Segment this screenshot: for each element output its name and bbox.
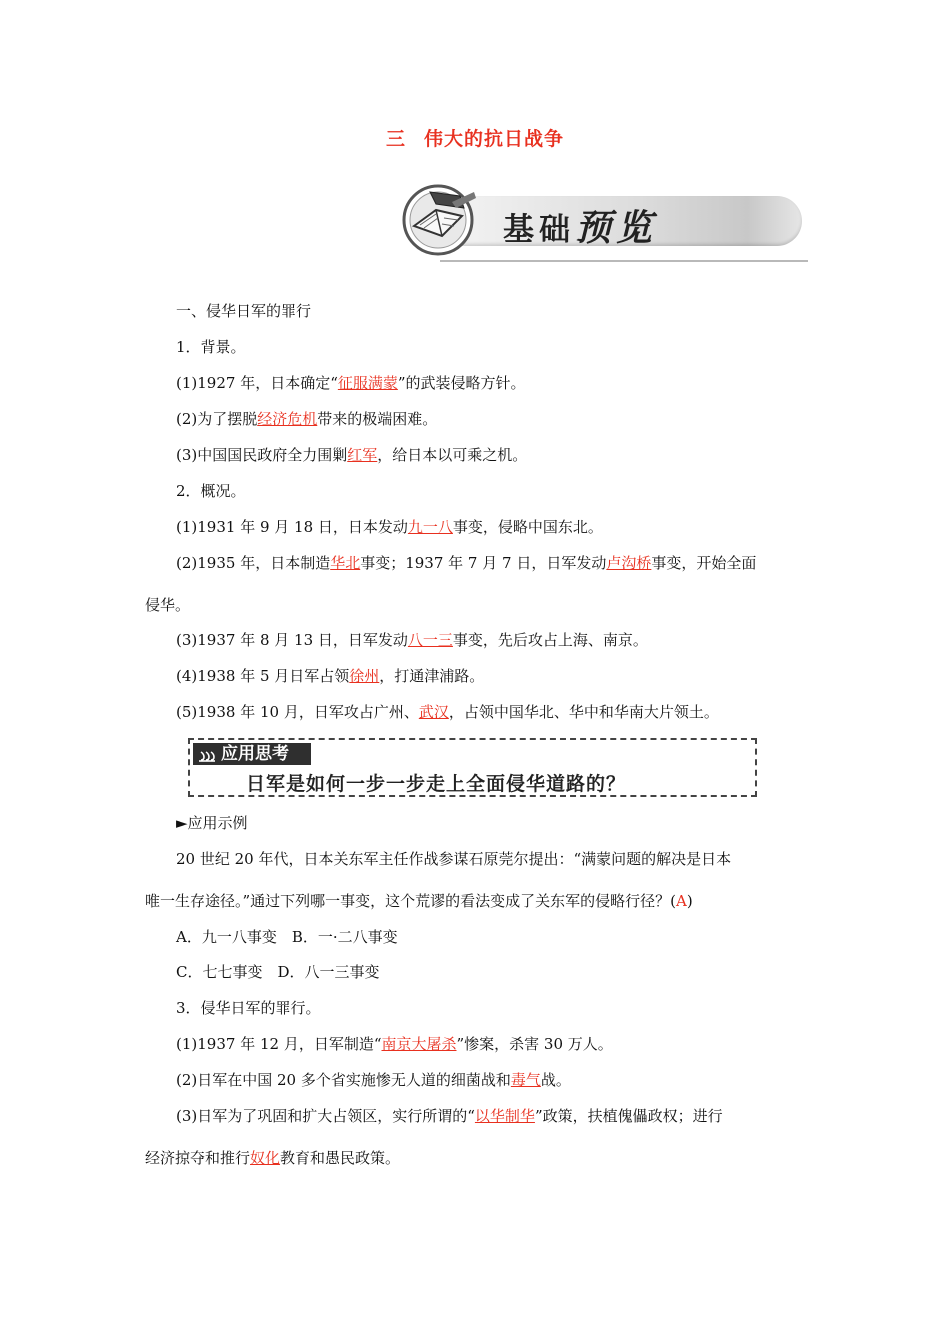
paragraph: (2)日军在中国 20 多个省实施惨无人道的细菌战和毒气战。	[176, 1071, 571, 1089]
paragraph: (3)1937 年 8 月 13 日，日军发动八一三事变，先后攻占上海、南京。	[176, 631, 648, 649]
application-thinking-question: 日军是如何一步一步走上全面侵华道路的？	[246, 773, 627, 795]
example-question-cont: 唯一生存途径。”通过下列哪一事变，这个荒谬的看法变成了关东军的侵略行径？(A)	[145, 892, 693, 910]
title-number: 三	[385, 128, 406, 150]
application-thinking-tag	[193, 743, 311, 765]
subheading-background: 1．背景。	[176, 338, 246, 356]
section-heading: 一、侵华日军的罪行	[176, 302, 312, 320]
paragraph: (1)1927 年，日本确定“征服满蒙”的武装侵略方针。	[176, 374, 526, 392]
paragraph-continuation: 侵华。	[145, 596, 191, 614]
subheading-crimes: 3．侵华日军的罪行。	[176, 999, 321, 1017]
paragraph: (1)1937 年 12 月，日军制造“南京大屠杀”惨案，杀害 30 万人。	[176, 1035, 613, 1053]
application-thinking-box	[188, 738, 757, 797]
application-thinking-label: 应用思考	[221, 744, 289, 764]
answer-text: 奴化	[250, 1149, 281, 1167]
answer-text: 九一八	[407, 518, 453, 536]
paragraph: (4)1938 年 5 月日军占领徐州，打通津浦路。	[176, 667, 485, 685]
paragraph: (2)1935 年，日本制造华北事变；1937 年 7 月 7 日，日军发动卢沟桥事变，开始全面	[176, 554, 757, 572]
answer-text: 南京大屠杀	[381, 1035, 457, 1053]
banner-title	[503, 200, 657, 251]
banner-underline	[440, 260, 808, 262]
answer-choice: A	[676, 892, 687, 910]
answer-text: 华北	[330, 554, 361, 572]
steam-icon	[198, 746, 216, 762]
answer-text: 征服满蒙	[337, 374, 398, 392]
example-heading: ►应用示例	[176, 814, 248, 832]
paragraph-continuation: 经济掠夺和推行奴化教育和愚民政策。	[145, 1149, 401, 1167]
banner-char-1: 基	[503, 212, 539, 248]
answer-text: 毒气	[510, 1071, 541, 1089]
banner-char-3: 预	[575, 208, 617, 249]
title-text: 伟大的抗日战争	[424, 128, 565, 150]
answer-text: 武汉	[418, 703, 449, 721]
answer-text: 卢沟桥	[606, 554, 652, 572]
example-question: 20 世纪 20 年代，日本关东军主任作战参谋石原莞尔提出：“满蒙问题的解决是日本	[176, 850, 732, 868]
banner-char-2: 础	[539, 212, 575, 248]
paragraph: (1)1931 年 9 月 18 日，日本发动九一八事变，侵略中国东北。	[176, 518, 603, 536]
paragraph: (5)1938 年 10 月，日军攻占广州、武汉，占领中国华北、华中和华南大片领土。	[176, 703, 719, 721]
paragraph: (3)中国国民政府全力围剿红军，给日本以可乘之机。	[176, 446, 528, 464]
answer-text: 八一三	[407, 631, 453, 649]
page-title	[0, 124, 950, 151]
section-banner	[400, 178, 808, 264]
paragraph: (3)日军为了巩固和扩大占领区，实行所谓的“以华制华”政策，扶植傀儡政权；进行	[176, 1107, 723, 1125]
answer-text: 经济危机	[257, 410, 318, 428]
subheading-overview: 2．概况。	[176, 482, 246, 500]
paragraph: (2)为了摆脱经济危机带来的极端困难。	[176, 410, 438, 428]
answer-text: 徐州	[349, 667, 380, 685]
options-cd: C．七七事变 D．八一三事变	[176, 963, 380, 981]
answer-text: 红军	[347, 446, 378, 464]
options-ab: A．九一八事变 B．一·二八事变	[176, 928, 398, 946]
answer-text: 以华制华	[474, 1107, 535, 1125]
banner-char-4: 览	[616, 208, 658, 249]
book-icon	[400, 178, 480, 258]
